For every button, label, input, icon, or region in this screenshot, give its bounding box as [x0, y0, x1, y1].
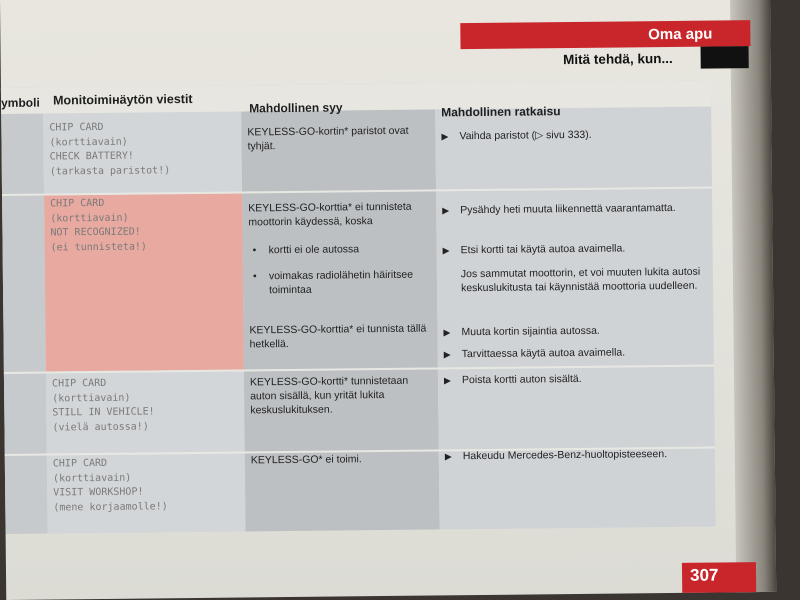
triangle-right-icon: ▶ — [444, 451, 452, 462]
column-symbol — [1, 88, 48, 534]
triangle-right-icon: ▶ — [442, 205, 450, 216]
bullet-dot-icon: • — [252, 270, 257, 283]
header-solution: Mahdollinen ratkaisu — [441, 104, 561, 120]
triangle-right-icon: ▶ — [443, 375, 451, 386]
solution-item: ▶ Vaihda paristot (▷ sivu 333). — [441, 128, 592, 143]
page-number: 307 — [689, 565, 719, 585]
cause-bullet: • voimakas radiolähetin häiritsee toimintaa — [252, 268, 414, 297]
display-message: CHIP CARD (korttiavain) VISIT WORKSHOP! (mene korjaamolle!) — [52, 457, 168, 513]
header-cause: Mahdollinen syy — [249, 100, 343, 116]
display-message: CHIP CARD (korttiavain) CHECK BATTERY! (tarkasta paristot!) — [49, 121, 171, 177]
solution-item: ▶ Tarvittaessa käytä autoa avaimella. — [443, 346, 626, 361]
solution-item: ▶ Pysähdy heti muuta liikennettä vaarantamatta. — [442, 201, 676, 217]
cause-text: KEYLESS-GO-korttia* ei tunnista tällä hetkellä. — [249, 322, 427, 351]
section-subtitle: Mitä tehdä, kun... — [563, 50, 673, 68]
solution-item: ▶ Hakeudu Mercedes-Benz-huoltopisteeseen. — [444, 448, 668, 463]
display-message: CHIP CARD (korttiavain) STILL IN VEHICLE! (vielä autossa!) — [51, 377, 155, 433]
display-message: CHIP CARD (korttiavain) NOT RECOGNIZED! (ei tunnisteta!) — [50, 197, 147, 253]
section-title: Oma apu — [648, 25, 713, 44]
cause-text: KEYLESS-GO-kortti* tunnistetaan auton sisällä, kun yrität lukita keskuslukituksen. — [249, 374, 409, 417]
cause-bullet: • kortti ei ole autossa — [252, 243, 360, 257]
cause-text: KEYLESS-GO-korttia* ei tunnisteta moottorin käydessä, koska — [248, 200, 412, 229]
triangle-right-icon: ▶ — [441, 131, 449, 142]
triangle-right-icon: ▶ — [442, 245, 450, 256]
subheader-band — [701, 46, 749, 69]
cause-text: KEYLESS-GO* ei toimi. — [250, 453, 362, 467]
page-edge — [730, 0, 776, 592]
solution-item: ▶ Poista kortti auton sisältä. — [443, 372, 582, 387]
solution-item: ▶ Muuta kortin sijaintia autossa. — [443, 324, 600, 339]
cause-text: KEYLESS-GO-kortin* paristot ovat tyhjät. — [247, 124, 409, 153]
message-table — [1, 81, 718, 534]
header-symbol: ymboli — [1, 95, 40, 110]
triangle-right-icon: ▶ — [443, 349, 451, 360]
solution-note: Jos sammutat moottorin, et voi muuten lukita autosi keskuslukitusta tai käynnistää moottoria uudelleen. — [460, 265, 701, 295]
solution-item: ▶ Etsi kortti tai käytä autoa avaimella. — [442, 242, 626, 257]
triangle-right-icon: ▶ — [443, 327, 451, 338]
header-message: Monitoimінäytön viestit — [52, 91, 193, 108]
bullet-dot-icon: • — [252, 244, 257, 257]
